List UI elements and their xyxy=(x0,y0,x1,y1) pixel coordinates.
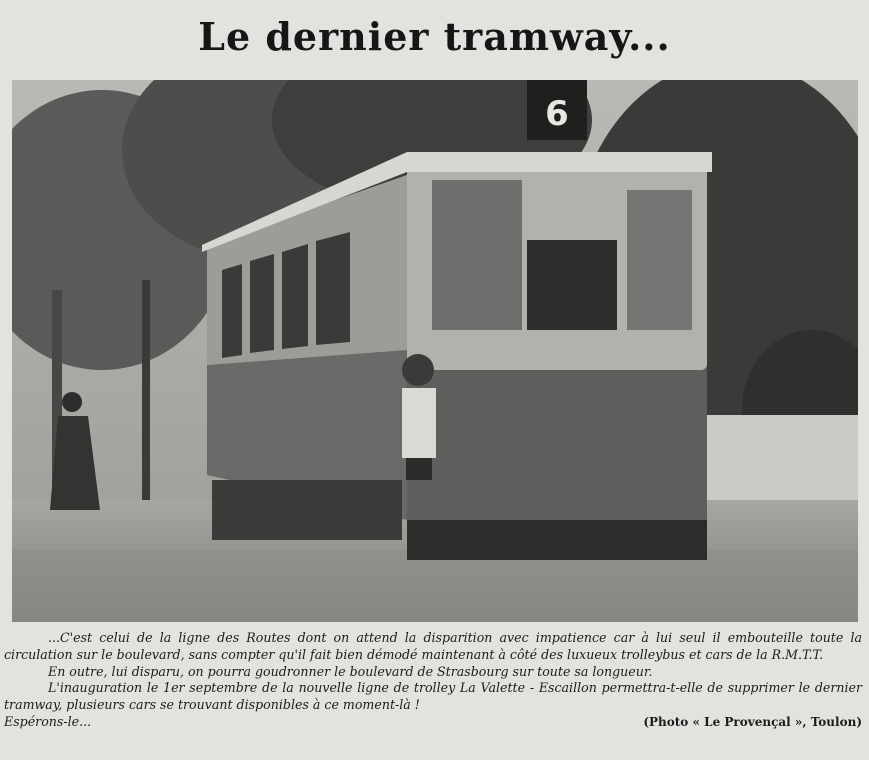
article-headline: Le dernier tramway... xyxy=(198,14,671,59)
caption-closing-line xyxy=(4,714,862,731)
child-figure xyxy=(402,354,436,480)
photo-credit: (Photo « Le Provençal », Toulon) xyxy=(643,714,862,729)
photo-caption xyxy=(4,630,862,731)
tramway-illustration xyxy=(12,80,858,622)
tramway-photo xyxy=(12,80,858,622)
caption-paragraph-2: En outre, lui disparu, on pourra goudronner le boulevard de Strasbourg sur toute sa longueur. xyxy=(48,663,653,679)
caption-paragraph-3: L'inauguration le 1er septembre de la nouvelle ligne de trolley La Valette - Escaillon permettra-t-elle de supprimer le dernier tramway, plusieurs cars se trouvant disponibles à ce moment-là ! xyxy=(4,680,862,713)
caption-closing: Espérons-le... xyxy=(4,713,92,729)
caption-paragraph-1: ...C'est celui de la ligne des Routes dont on attend la disparition avec impatience car à lui seul il embouteille toute la circulation sur le boulevard, sans compter qu'il fait bien démodé maintenant à côté des luxueux trolleybus et cars de la R.M.T.T. xyxy=(4,630,862,662)
route-sign-number: 6 xyxy=(545,94,569,134)
